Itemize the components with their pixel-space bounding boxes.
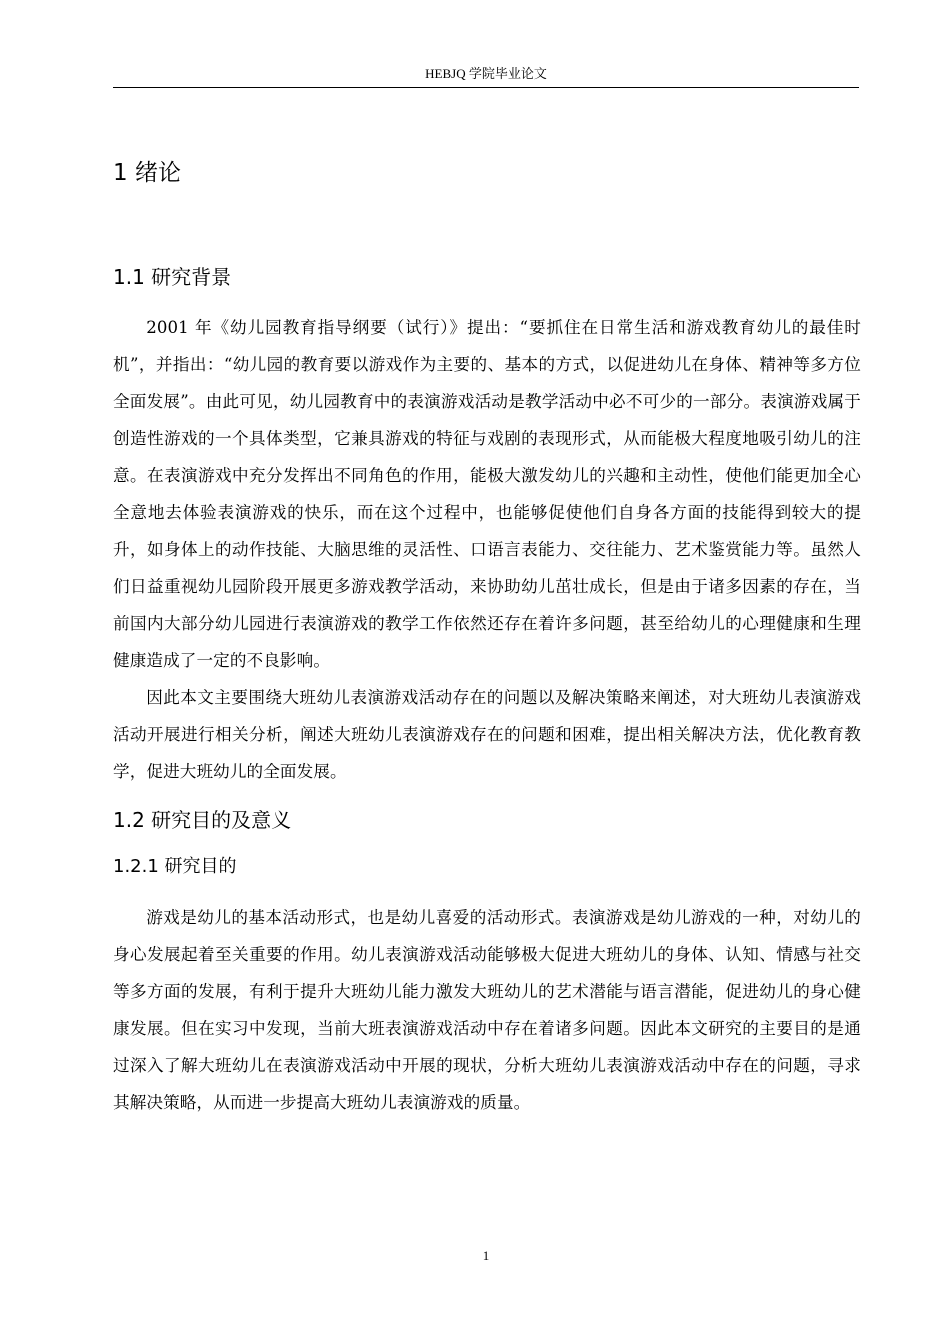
chapter-heading: 1 绪论	[113, 160, 181, 186]
paragraph: 游戏是幼儿的基本活动形式，也是幼儿喜爱的活动形式。表演游戏是幼儿游戏的一种，对幼儿的身心发展起着至关重要的作用。幼儿表演游戏活动能够极大促进大班幼儿的身体、认知、情感与社交等多方面的发展，有利于提升大班幼儿能力激发大班幼儿的艺术潜能与语言潜能，促进幼儿的身心健康发展。但在实习中发现，当前大班表演游戏活动中存在着诸多问题。因此本文研究的主要目的是通过深入了解大班幼儿在表演游戏活动中开展的现状，分析大班幼儿表演游戏活动中存在的问题，寻求其解决策略，从而进一步提高大班幼儿表演游戏的质量。	[113, 908, 861, 1112]
page-content	[113, 150, 861, 1121]
header-divider	[113, 87, 859, 88]
paragraph: 因此本文主要围绕大班幼儿表演游戏活动存在的问题以及解决策略来阐述，对大班幼儿表演游戏活动开展进行相关分析，阐述大班幼儿表演游戏存在的问题和困难，提出相关解决方法，优化教育教学，促进大班幼儿的全面发展。	[113, 688, 861, 781]
section-heading-1-1: 1.1 研究背景	[113, 265, 232, 289]
page-number: 1	[482, 1248, 490, 1263]
paragraph: 2001 年《幼儿园教育指导纲要（试行）》提出：“要抓住在日常生活和游戏教育幼儿的最佳时机”，并指出：“幼儿园的教育要以游戏作为主要的、基本的方式，以促进幼儿在身体、精神等多方位全面发展”。由此可见，幼儿园教育中的表演游戏活动是教学活动中必不可少的一部分。表演游戏属于创造性游戏的一个具体类型，它兼具游戏的特征与戏剧的表现形式，从而能极大程度地吸引幼儿的注意。在表演游戏中充分发挥出不同角色的作用，能极大激发幼儿的兴趣和主动性，使他们能更加全心全意地去体验表演游戏的快乐，而在这个过程中，也能够促使他们自身各方面的技能得到较大的提升，如身体上的动作技能、大脑思维的灵活性、口语言表能力、交往能力、艺术鉴赏能力等。虽然人们日益重视幼儿园阶段开展更多游戏教学活动，来协助幼儿茁壮成长，但是由于诸多因素的存在，当前国内大部分幼儿园进行表演游戏的教学工作依然还存在着许多问题，甚至给幼儿的心理健康和生理健康造成了一定的不良影响。	[113, 318, 861, 670]
subsection-heading-1-2-1: 1.2.1 研究目的	[113, 856, 237, 877]
page-header: HEBJQ 学院毕业论文	[425, 66, 547, 81]
section-heading-1-2: 1.2 研究目的及意义	[113, 808, 292, 832]
